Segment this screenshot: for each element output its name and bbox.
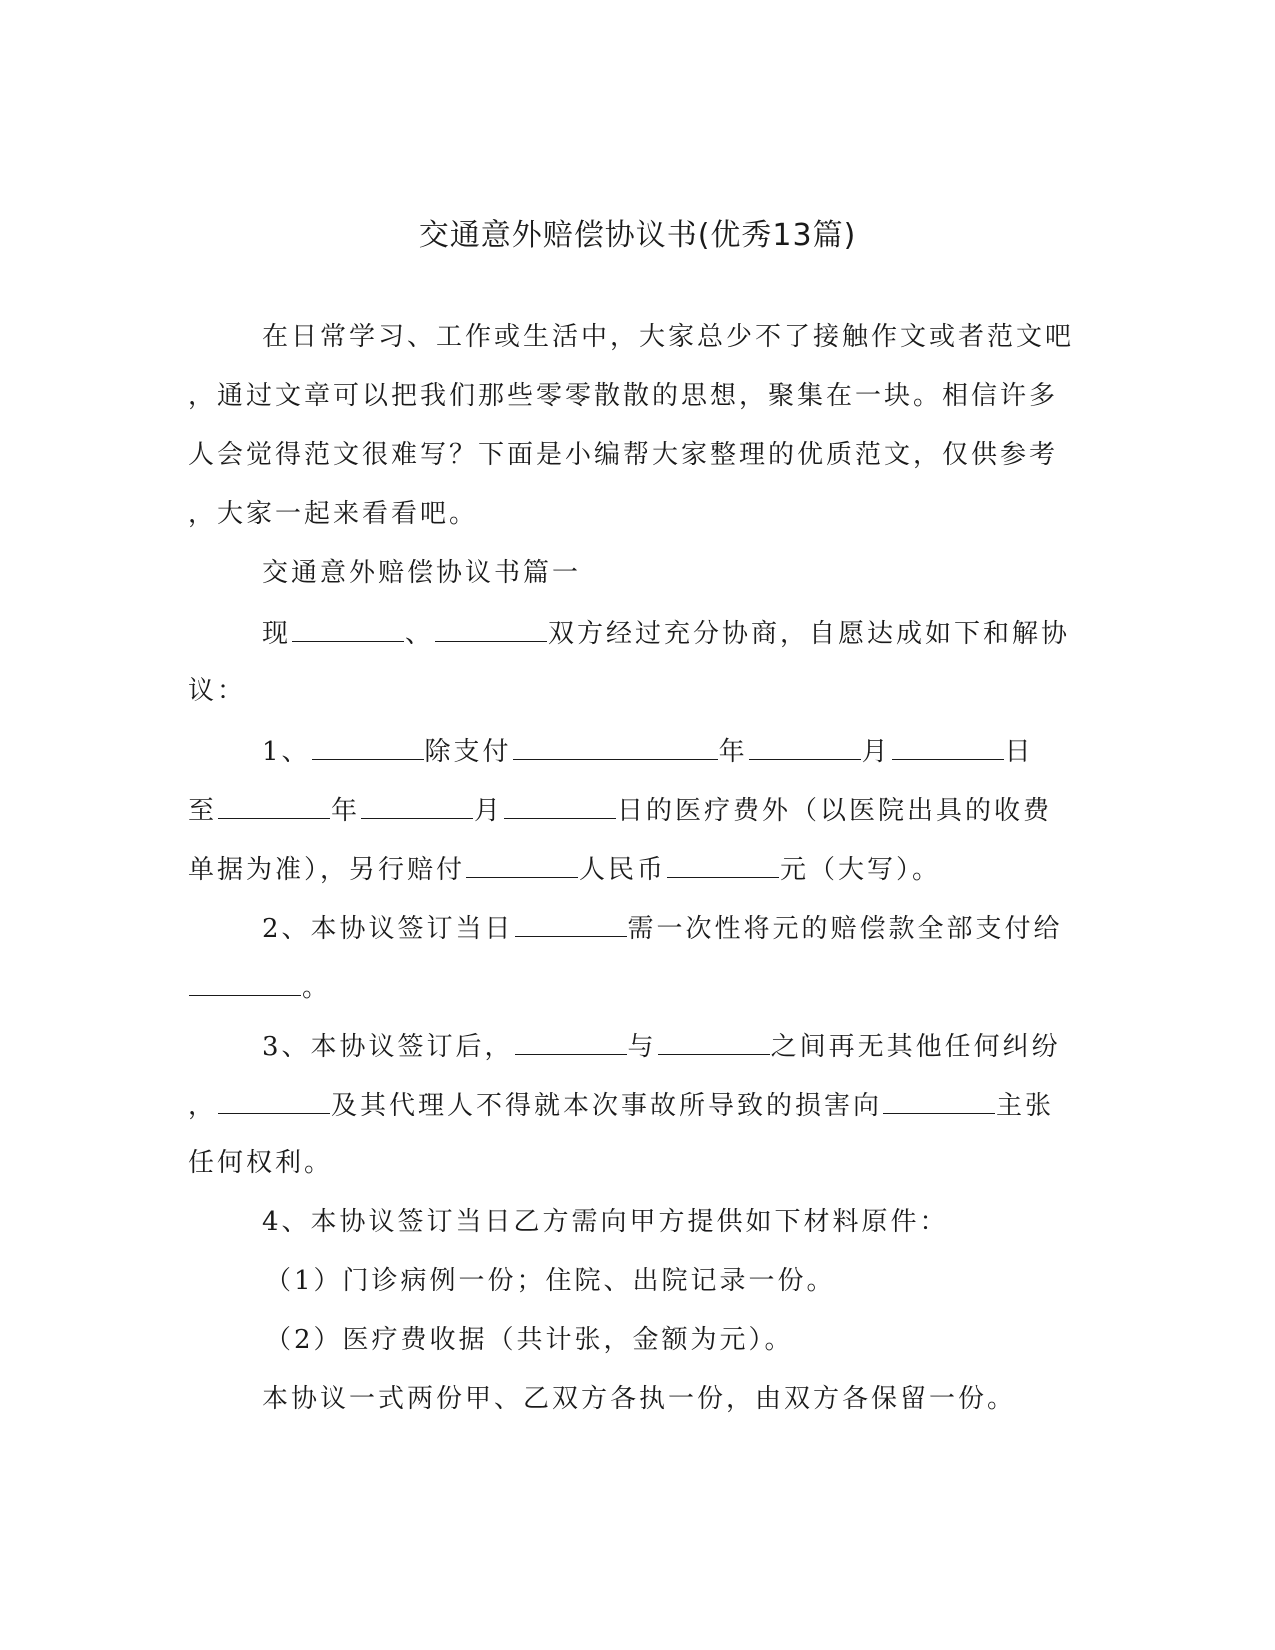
item-2-line-1 [262,912,1063,944]
blank-line [189,971,301,996]
blank-line [218,794,330,819]
item-2-line-2 [188,971,331,1003]
item1-text-e: 日 [1004,737,1034,767]
item1-text-a: 1、 [262,737,311,767]
item-1-line-3 [188,853,941,885]
item2-text-c: 。 [302,973,332,1003]
blank-line [361,794,473,819]
blank-line [218,1089,330,1114]
item-1-line-1 [262,735,1034,767]
item3-text-a: 3、本协议签订后， [262,1032,514,1062]
blank-line [667,853,779,878]
blank-line [435,617,547,642]
document-title: 交通意外赔偿协议书(优秀13篇) [418,218,857,253]
blank-line [883,1089,995,1114]
blank-line [515,1030,627,1055]
blank-line [504,794,616,819]
intro-line-4: ，大家一起来看看吧。 [188,499,479,529]
item-3-line-3: 任何权利。 [188,1148,334,1178]
item1-text-b: 除支付 [424,737,512,767]
blank-line [658,1030,770,1055]
parties-text-c: 双方经过充分协商，自愿达成如下和解协 [548,619,1071,649]
item1-text-d: 月 [861,737,891,767]
blank-line [515,912,627,937]
blank-line [892,735,1004,760]
item1-text-h: 月 [474,796,504,826]
item1-text-i: 日的医疗费外（以医院出具的收费 [617,796,1053,826]
blank-line [513,735,718,760]
parties-text-a: 现 [262,619,292,649]
item-3-line-2 [188,1089,1054,1121]
item3-text-d: ， [188,1091,218,1121]
blank-line [312,735,424,760]
sub-item-2: （2）医疗费收据（共计张，金额为元）。 [265,1325,794,1355]
intro-line-1: 在日常学习、工作或生活中，大家总少不了接触作文或者范文吧 [262,322,1075,352]
item3-text-e: 及其代理人不得就本次事故所导致的损害向 [331,1091,883,1121]
item3-text-c: 之间再无其他任何纠纷 [770,1032,1061,1062]
item3-text-f: 主张 [996,1091,1055,1121]
item2-text-b: 需一次性将元的赔偿款全部支付给 [627,914,1063,944]
item2-text-a: 2、本协议签订当日 [262,914,514,944]
section-heading: 交通意外赔偿协议书篇一 [262,558,582,588]
blank-line [749,735,861,760]
intro-line-3: 人会觉得范文很难写？下面是小编帮大家整理的优质范文，仅供参考 [188,440,1059,470]
item-1-line-2 [188,794,1052,826]
parties-text-b: 、 [405,619,435,649]
parties-line-2: 议： [188,676,247,706]
item1-text-l: 元（大写）。 [780,855,942,885]
blank-line [292,617,404,642]
item3-text-b: 与 [627,1032,657,1062]
item1-text-c: 年 [718,737,748,767]
blank-line [466,853,578,878]
item-4-line: 4、本协议签订当日乙方需向甲方提供如下材料原件： [262,1207,949,1237]
item1-text-f: 至 [188,796,218,826]
item1-text-k: 人民币 [579,855,667,885]
parties-line [262,617,1070,649]
intro-line-2: ，通过文章可以把我们那些零零散散的思想，聚集在一块。相信许多 [188,381,1059,411]
item-3-line-1 [262,1030,1061,1062]
closing-line: 本协议一式两份甲、乙双方各执一份，由双方各保留一份。 [262,1384,1017,1414]
item1-text-j: 单据为准），另行赔付 [188,855,466,885]
sub-item-1: （1）门诊病例一份；住院、出院记录一份。 [265,1266,836,1296]
item1-text-g: 年 [331,796,361,826]
